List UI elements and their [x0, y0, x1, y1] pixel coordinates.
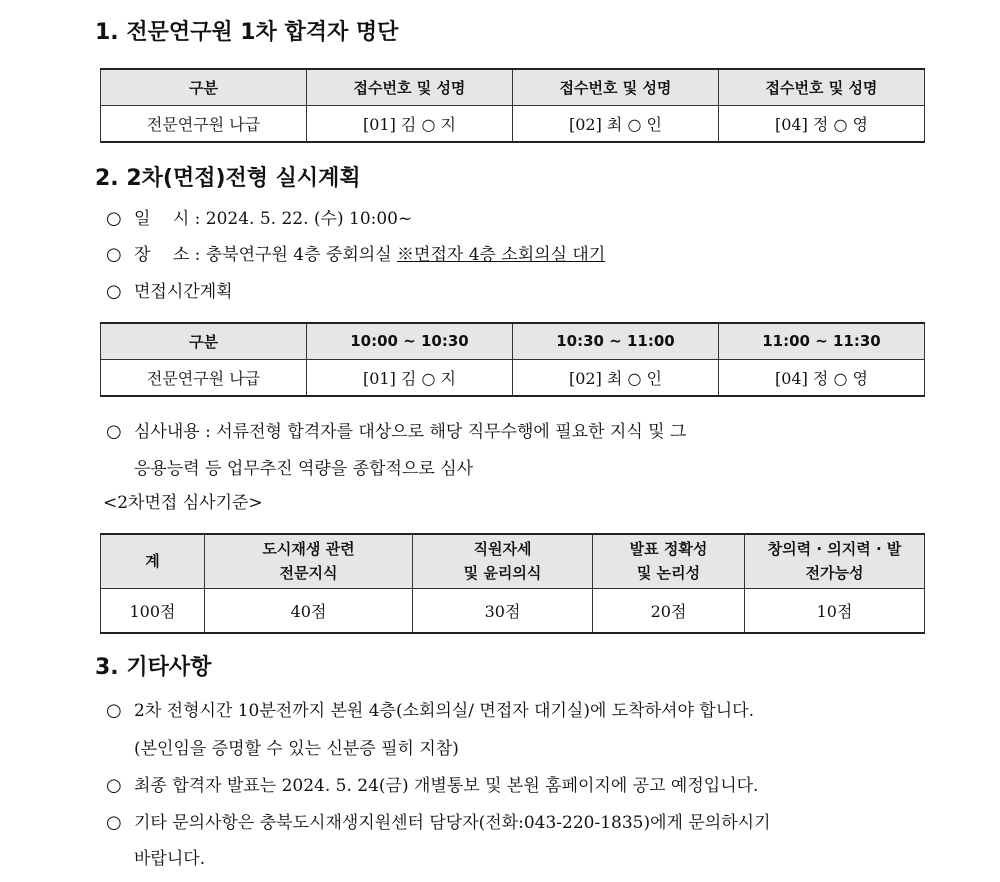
table-cell: [04] 정 ○ 영	[719, 359, 925, 396]
table-header: 접수번호 및 성명	[307, 69, 513, 105]
circle-bullet-icon: ○	[106, 244, 122, 265]
notice-item-2	[106, 775, 758, 797]
criteria-caption: <2차면접 심사기준>	[103, 493, 263, 513]
notice-text: 2차 전형시간 10분전까지 본원 4층(소회의실/ 면접자 대기실)에 도착하셔야 합니다.	[134, 701, 754, 721]
notice-item-3-cont: 바랍니다.	[134, 849, 206, 869]
table-header: 구분	[101, 69, 307, 105]
place-note: ※면접자 4층 소회의실 대기	[397, 245, 606, 265]
table-header: 구분	[101, 323, 307, 359]
table-row	[101, 588, 925, 633]
table-cell: 20점	[593, 588, 745, 633]
table-cell: 10점	[745, 588, 925, 633]
review-line-1	[106, 421, 686, 443]
table-cell: [02] 최 ○ 인	[513, 359, 719, 396]
notice-text: 최종 합격자 발표는 2024. 5. 24(금) 개별통보 및 본원 홈페이지에 공고 예정입니다.	[134, 776, 759, 796]
table-header-row	[101, 69, 925, 105]
section-3-title: 3. 기타사항	[95, 655, 212, 680]
table-header: 발표 정확성 및 논리성	[593, 534, 745, 588]
table-row	[101, 105, 925, 142]
circle-bullet-icon: ○	[106, 812, 122, 833]
circle-bullet-icon: ○	[106, 775, 122, 796]
schedule-label-line	[106, 281, 233, 303]
table-cell: 전문연구원 나급	[101, 359, 307, 396]
notice-item-3	[106, 812, 771, 834]
place-line	[106, 244, 605, 266]
notice-item-1-cont: (본인임을 증명할 수 있는 신분증 필히 지참)	[134, 739, 459, 759]
table-header: 접수번호 및 성명	[719, 69, 925, 105]
circle-bullet-icon: ○	[106, 421, 122, 442]
passers-table	[100, 68, 925, 143]
table-header: 직원자세 및 윤리의식	[413, 534, 593, 588]
table-header: 11:00 ~ 11:30	[719, 323, 925, 359]
notice-item-1	[106, 700, 754, 722]
table-cell: [04] 정 ○ 영	[719, 105, 925, 142]
table-cell: 전문연구원 나급	[101, 105, 307, 142]
table-cell: [01] 김 ○ 지	[307, 359, 513, 396]
circle-bullet-icon: ○	[106, 208, 122, 229]
table-header: 창의력 · 의지력 · 발 전가능성	[745, 534, 925, 588]
table-cell: 30점	[413, 588, 593, 633]
schedule-label: 면접시간계획	[134, 282, 233, 302]
table-header: 10:00 ~ 10:30	[307, 323, 513, 359]
date-text: 일 시 : 2024. 5. 22. (수) 10:00~	[134, 209, 413, 229]
review-text-1: 심사내용 : 서류전형 합격자를 대상으로 해당 직무수행에 필요한 지식 및 그	[134, 422, 687, 442]
review-line-2: 응용능력 등 업무추진 역량을 종합적으로 심사	[134, 459, 474, 479]
place-text: 장 소 : 충북연구원 4층 중회의실	[134, 245, 398, 265]
table-cell: [01] 김 ○ 지	[307, 105, 513, 142]
table-header: 접수번호 및 성명	[513, 69, 719, 105]
table-header-row	[101, 323, 925, 359]
table-header: 10:30 ~ 11:00	[513, 323, 719, 359]
section-1-title: 1. 전문연구원 1차 합격자 명단	[95, 20, 399, 45]
schedule-table	[100, 322, 925, 397]
table-header: 계	[101, 534, 205, 588]
circle-bullet-icon: ○	[106, 281, 122, 302]
circle-bullet-icon: ○	[106, 700, 122, 721]
table-cell: 40점	[205, 588, 413, 633]
table-cell: [02] 최 ○ 인	[513, 105, 719, 142]
notice-text: 기타 문의사항은 충북도시재생지원센터 담당자(전화:043-220-1835)에게 문의하시기	[134, 813, 771, 833]
section-2-title: 2. 2차(면접)전형 실시계획	[95, 166, 361, 191]
table-header-row	[101, 534, 925, 588]
table-row	[101, 359, 925, 396]
date-line	[106, 208, 412, 230]
table-cell: 100점	[101, 588, 205, 633]
criteria-table	[100, 533, 925, 634]
table-header: 도시재생 관련 전문지식	[205, 534, 413, 588]
